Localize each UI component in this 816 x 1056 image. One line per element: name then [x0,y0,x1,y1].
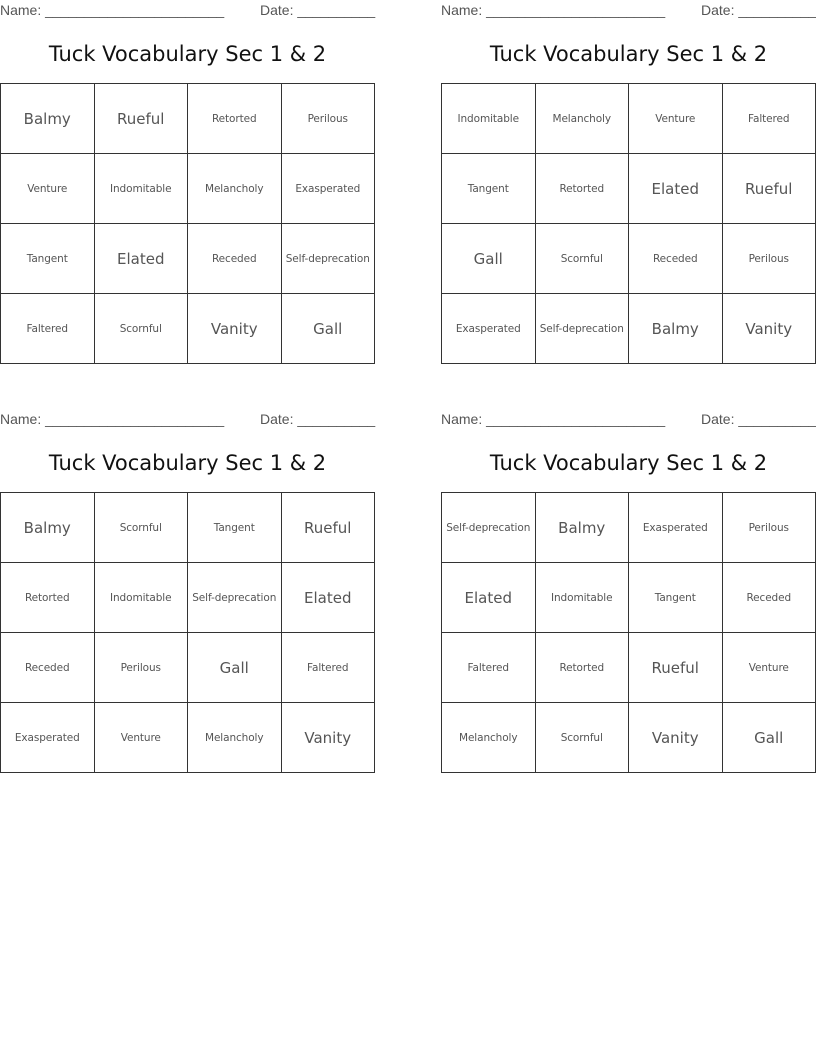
bingo-cell: Indomitable [94,154,188,224]
bingo-cell: Rueful [281,493,375,563]
bingo-cell: Balmy [629,294,723,364]
bingo-cell: Perilous [722,224,816,294]
bingo-cell: Retorted [188,84,282,154]
card-header [441,411,816,429]
bingo-cell: Scornful [535,224,629,294]
grid-row [442,154,816,224]
bingo-cell: Scornful [94,294,188,364]
bingo-cell: Tangent [1,224,95,294]
bingo-cell: Vanity [188,294,282,364]
card-header [0,411,375,429]
card-title: Tuck Vocabulary Sec 1 & 2 [489,451,768,475]
bingo-grid [441,492,816,773]
bingo-cell: Perilous [281,84,375,154]
bingo-cell: Faltered [722,84,816,154]
grid-row [1,154,375,224]
bingo-cell: Elated [629,154,723,224]
bingo-card [441,0,816,372]
bingo-cell: Venture [629,84,723,154]
bingo-cell: Self-deprecation [535,294,629,364]
bingo-card [441,409,816,781]
bingo-cell: Rueful [94,84,188,154]
bingo-cell: Exasperated [442,294,536,364]
bingo-cell: Gall [281,294,375,364]
bingo-cell: Elated [281,563,375,633]
card-title: Tuck Vocabulary Sec 1 & 2 [48,42,327,66]
bingo-card [0,0,375,372]
bingo-cell: Elated [94,224,188,294]
grid-row [1,294,375,364]
bingo-cell: Self-deprecation [188,563,282,633]
date-field-label: Date: __________ [701,2,816,18]
bingo-cell: Receded [629,224,723,294]
date-field-label: Date: __________ [701,411,816,427]
bingo-cell: Exasperated [629,493,723,563]
card-header [0,2,375,20]
bingo-cell: Indomitable [535,563,629,633]
bingo-cell: Balmy [1,84,95,154]
bingo-cell: Gall [442,224,536,294]
name-field-label: Name: _______________________ [0,2,225,18]
card-title: Tuck Vocabulary Sec 1 & 2 [489,42,768,66]
bingo-cell: Self-deprecation [281,224,375,294]
bingo-cell: Balmy [1,493,95,563]
bingo-cell: Elated [442,563,536,633]
bingo-cell: Tangent [188,493,282,563]
bingo-cell: Faltered [281,633,375,703]
grid-row [442,294,816,364]
bingo-cell: Vanity [629,703,723,773]
bingo-grid [441,83,816,364]
grid-row [1,563,375,633]
bingo-cell: Receded [722,563,816,633]
bingo-cell: Melancholy [535,84,629,154]
bingo-card [0,409,375,781]
bingo-cell: Perilous [722,493,816,563]
bingo-cell: Vanity [281,703,375,773]
bingo-cell: Exasperated [1,703,95,773]
bingo-grid [0,83,375,364]
bingo-cell: Indomitable [94,563,188,633]
card-title: Tuck Vocabulary Sec 1 & 2 [48,451,327,475]
date-field-label: Date: __________ [260,2,376,18]
bingo-cell: Retorted [535,633,629,703]
bingo-cell: Tangent [442,154,536,224]
bingo-cell: Venture [722,633,816,703]
grid-row [442,84,816,154]
bingo-cell: Retorted [535,154,629,224]
card-header [441,2,816,20]
grid-row [1,633,375,703]
bingo-cell: Scornful [535,703,629,773]
bingo-cell: Self-deprecation [442,493,536,563]
bingo-cell: Faltered [1,294,95,364]
bingo-cell: Retorted [1,563,95,633]
bingo-cell: Melancholy [442,703,536,773]
grid-row [1,224,375,294]
bingo-cell: Tangent [629,563,723,633]
bingo-cell: Vanity [722,294,816,364]
bingo-cell: Gall [722,703,816,773]
bingo-cell: Melancholy [188,154,282,224]
bingo-cell: Receded [188,224,282,294]
bingo-grid [0,492,375,773]
bingo-cell: Faltered [442,633,536,703]
bingo-cell: Balmy [535,493,629,563]
grid-row [442,563,816,633]
bingo-cell: Melancholy [188,703,282,773]
bingo-cell: Venture [94,703,188,773]
bingo-cell: Receded [1,633,95,703]
grid-row [442,224,816,294]
name-field-label: Name: _______________________ [441,411,666,427]
name-field-label: Name: _______________________ [0,411,225,427]
grid-row [1,493,375,563]
bingo-cell: Scornful [94,493,188,563]
grid-row [1,703,375,773]
bingo-cell: Gall [188,633,282,703]
date-field-label: Date: __________ [260,411,376,427]
name-field-label: Name: _______________________ [441,2,666,18]
bingo-cell: Rueful [722,154,816,224]
bingo-cell: Venture [1,154,95,224]
bingo-cell: Perilous [94,633,188,703]
bingo-cell: Indomitable [442,84,536,154]
bingo-cell: Exasperated [281,154,375,224]
grid-row [442,633,816,703]
grid-row [442,493,816,563]
grid-row [1,84,375,154]
grid-row [442,703,816,773]
bingo-cell: Rueful [629,633,723,703]
